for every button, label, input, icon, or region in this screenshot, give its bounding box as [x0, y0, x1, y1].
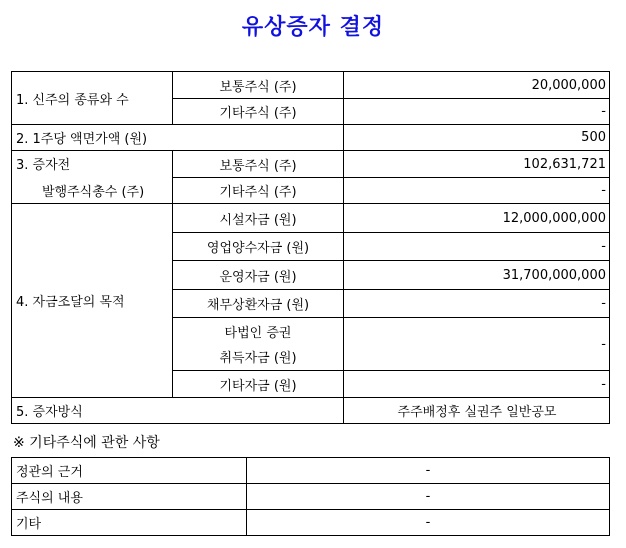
- other-stock-table: [11, 457, 610, 536]
- value-new-common: 20,000,000: [344, 72, 610, 99]
- row-label-shares-before-line2: 발행주식총수 (주): [42, 185, 145, 200]
- table-row: [12, 125, 610, 151]
- row-label-par-value: 2. 1주당 액면가액 (원): [12, 125, 344, 151]
- value-facility-fund: 12,000,000,000: [344, 204, 610, 233]
- kind-other-stock: 기타주식 (주): [173, 99, 344, 125]
- sub-value-stock-content: -: [247, 484, 610, 510]
- table-row: [12, 510, 610, 536]
- row-label-shares-before: [12, 151, 173, 204]
- kind-business-acquisition-fund: 영업양수자금 (원): [173, 233, 344, 261]
- row-label-increase-method: 5. 증자방식: [12, 398, 344, 424]
- kind-operating-fund: 운영자금 (원): [173, 261, 344, 290]
- sub-value-other: -: [247, 510, 610, 536]
- kind-securities-line1: 타법인 증권: [224, 326, 292, 341]
- value-new-other: -: [344, 99, 610, 125]
- capital-increase-table: [11, 71, 610, 424]
- table-row: [12, 204, 610, 233]
- value-debt-repayment-fund: -: [344, 290, 610, 318]
- kind-facility-fund: 시설자금 (원): [173, 204, 344, 233]
- sub-value-articles-basis: -: [247, 458, 610, 484]
- sub-label-other: 기타: [12, 510, 247, 536]
- sub-label-stock-content: 주식의 내용: [12, 484, 247, 510]
- table-row: [12, 72, 610, 99]
- kind-securities-line2: 취득자금 (원): [219, 351, 297, 366]
- value-business-acquisition-fund: -: [344, 233, 610, 261]
- sub-label-articles-basis: 정관의 근거: [12, 458, 247, 484]
- value-operating-fund: 31,700,000,000: [344, 261, 610, 290]
- kind-other-stock: 기타주식 (주): [173, 178, 344, 204]
- row-label-funding-purpose: 4. 자금조달의 목적: [12, 204, 173, 398]
- row-label-new-shares: 1. 신주의 종류와 수: [12, 72, 173, 125]
- table-row: [12, 151, 610, 178]
- other-stock-notice: ※ 기타주식에 관한 사항: [13, 435, 160, 451]
- kind-other-fund: 기타자금 (원): [173, 371, 344, 398]
- value-before-common: 102,631,721: [344, 151, 610, 178]
- page-title: 유상증자 결정: [241, 15, 385, 40]
- kind-common-stock: 보통주식 (주): [173, 151, 344, 178]
- kind-common-stock: 보통주식 (주): [173, 72, 344, 99]
- value-increase-method: 주주배정후 실권주 일반공모: [344, 398, 610, 424]
- table-row: [12, 398, 610, 424]
- row-label-shares-before-line1: 3. 증자전: [16, 158, 71, 173]
- value-before-other: -: [344, 178, 610, 204]
- value-securities-acquisition-fund: -: [344, 318, 610, 371]
- kind-debt-repayment-fund: 채무상환자금 (원): [173, 290, 344, 318]
- value-other-fund: -: [344, 371, 610, 398]
- table-row: [12, 458, 610, 484]
- table-row: [12, 484, 610, 510]
- value-par-value: 500: [344, 125, 610, 151]
- kind-securities-acquisition-fund: [173, 318, 344, 371]
